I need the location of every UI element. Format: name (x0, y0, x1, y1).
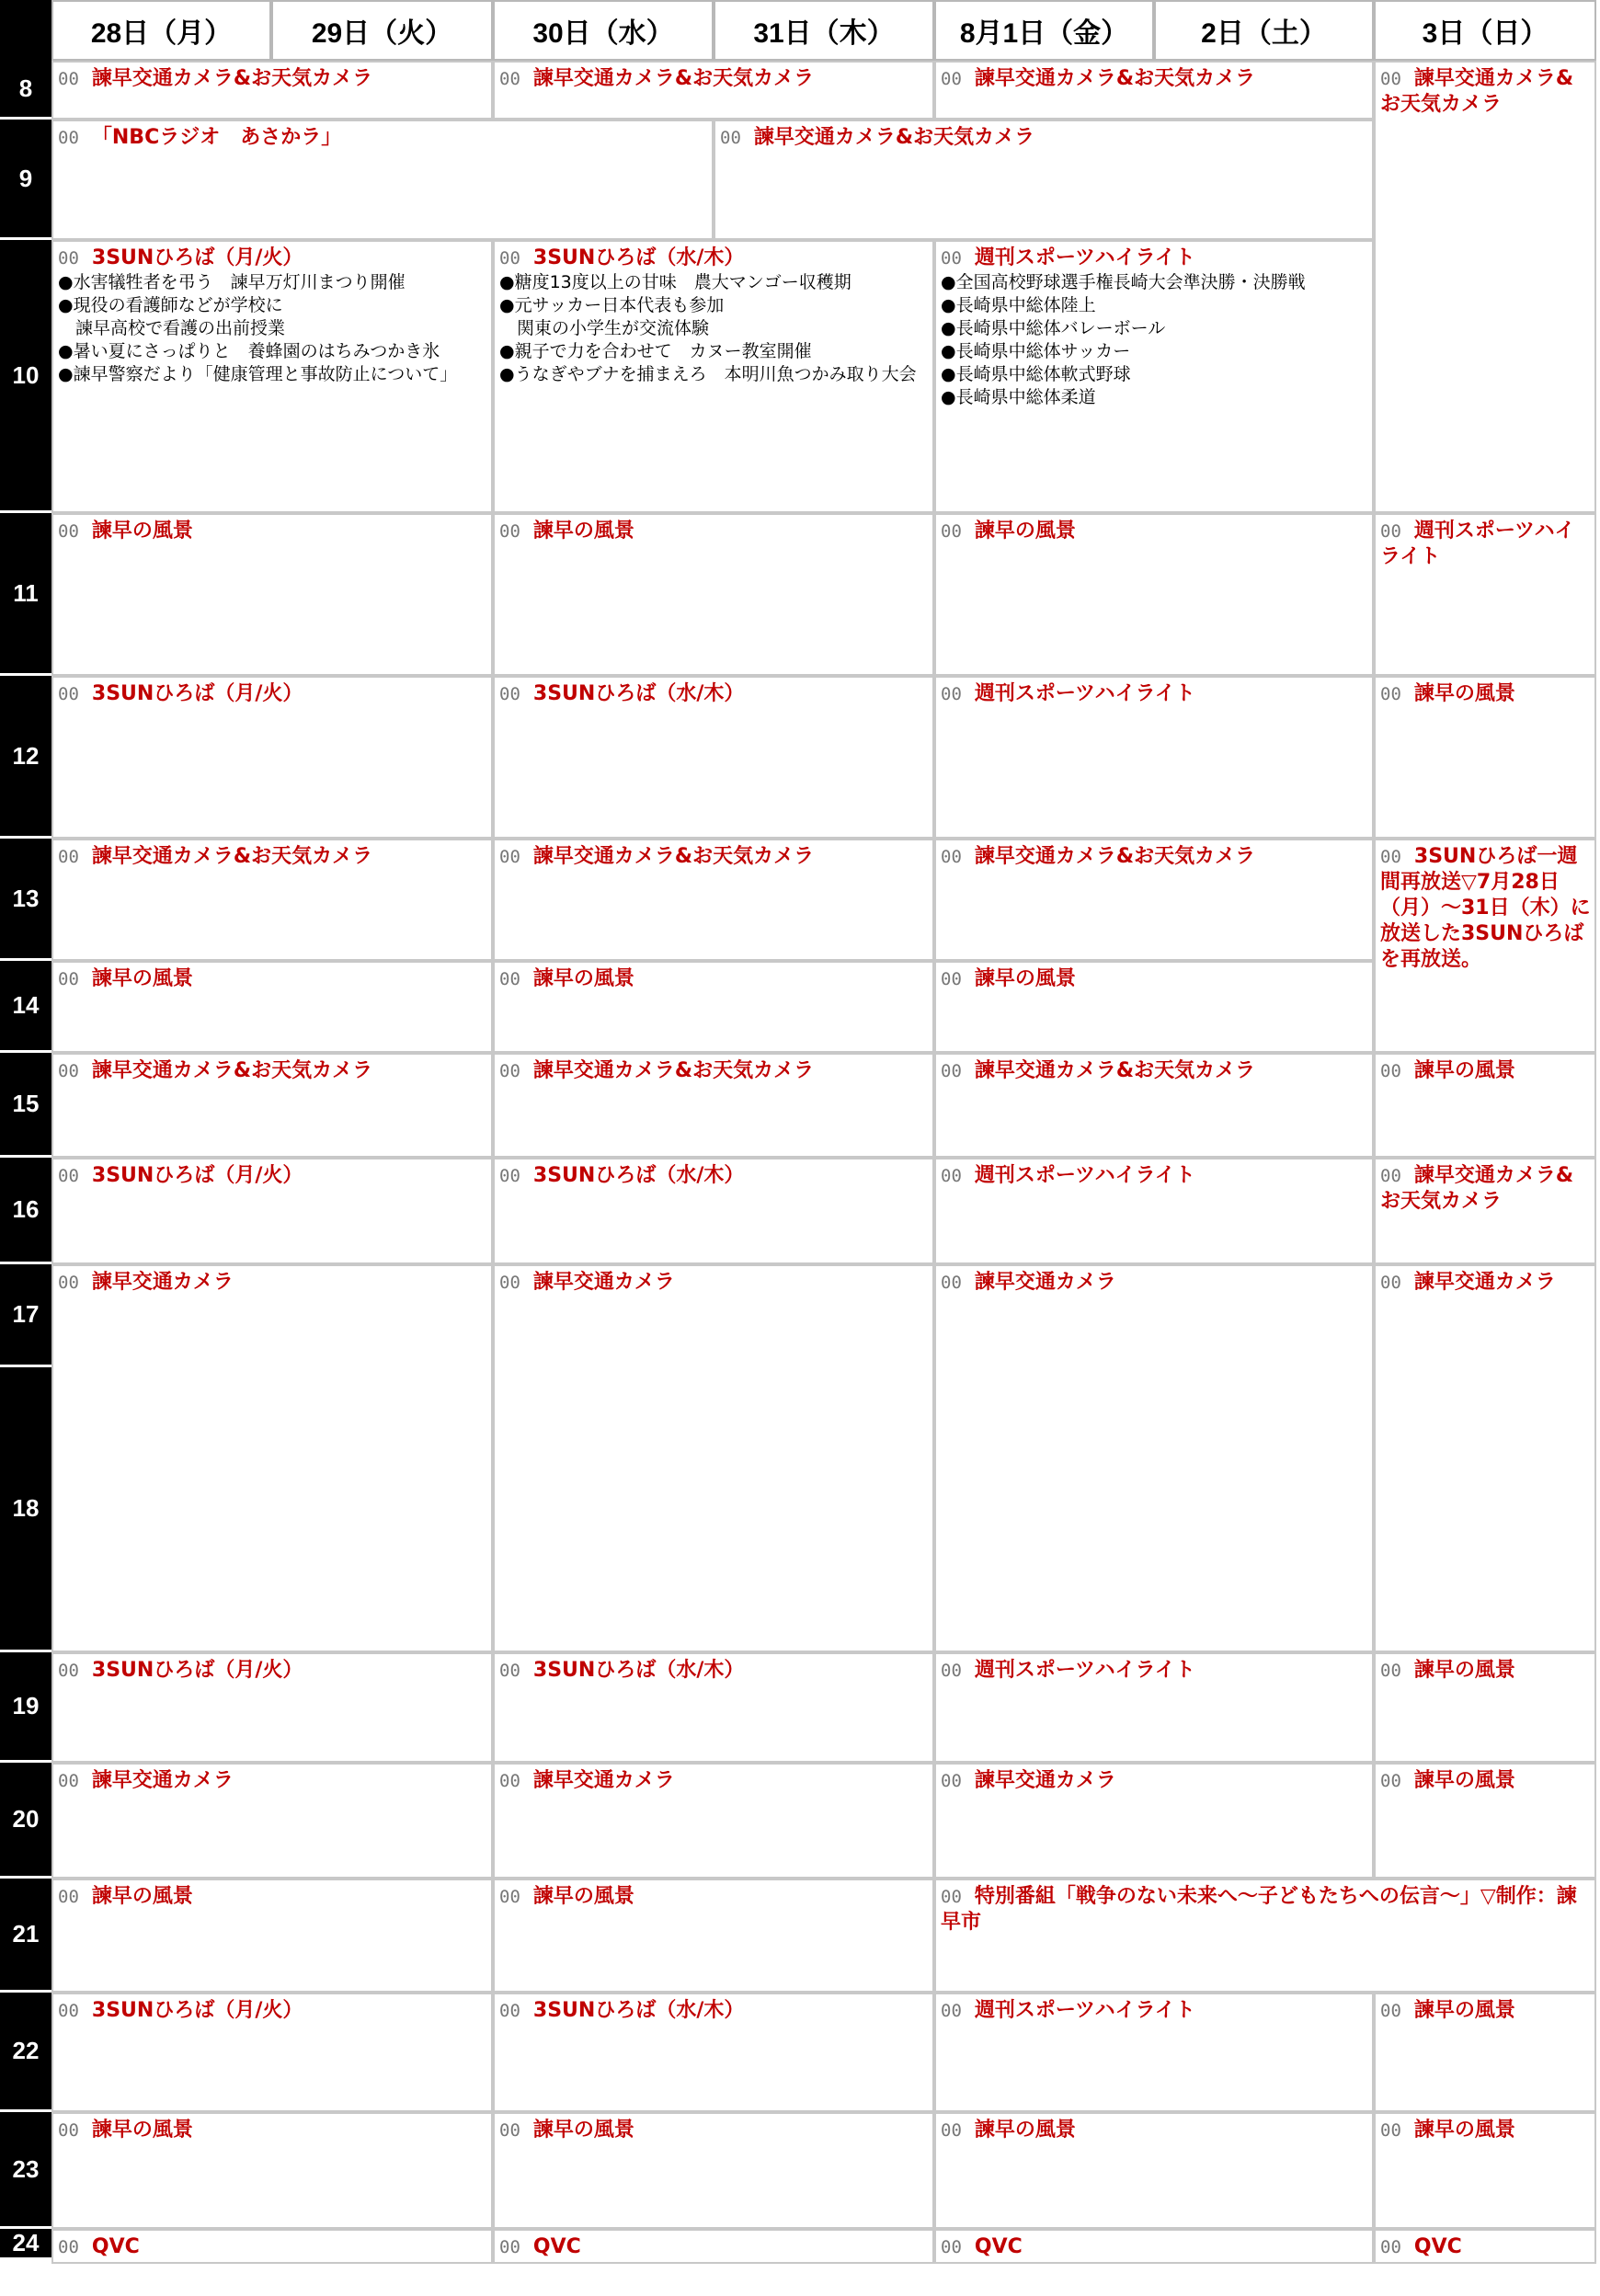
program-heading (941, 1058, 1368, 1084)
program-title: QVC (1413, 2235, 1462, 2258)
program-heading (499, 966, 929, 992)
hour-label: 19 (0, 1652, 51, 1763)
start-minute: 00 (499, 2120, 520, 2141)
start-minute: 00 (499, 847, 520, 867)
program-title: 諫早交通カメラ&お天気カメラ (91, 67, 373, 90)
start-minute: 00 (58, 969, 79, 989)
program-title: 諫早交通カメラ&お天気カメラ (91, 845, 373, 868)
program-title: 週刊スポーツハイライト (1380, 520, 1575, 568)
start-minute: 00 (941, 2120, 962, 2141)
program-topics (499, 271, 929, 386)
start-minute: 00 (499, 684, 520, 704)
program-heading (499, 246, 929, 271)
program-title: 諫早の風景 (532, 2119, 634, 2142)
program-heading (1380, 2234, 1591, 2260)
start-minute: 00 (1380, 1771, 1401, 1791)
program-cell[interactable] (934, 676, 1374, 839)
program-heading (499, 1163, 929, 1189)
program-title: 3SUNひろば（水/木） (532, 1164, 745, 1187)
program-cell[interactable] (51, 1053, 493, 1158)
program-heading (499, 1998, 929, 2024)
hour-label: 17 (0, 1264, 51, 1367)
program-heading (58, 1270, 487, 1296)
start-minute: 00 (1380, 1166, 1401, 1186)
program-cell[interactable] (1374, 1993, 1596, 2112)
hour-label: 12 (0, 676, 51, 839)
program-heading (941, 1884, 1591, 1936)
program-cell[interactable] (934, 240, 1374, 513)
program-title: QVC (91, 2235, 140, 2258)
program-heading (58, 1884, 487, 1910)
program-title: 諫早の風景 (91, 967, 193, 990)
start-minute: 00 (499, 2237, 520, 2257)
header-corner (0, 0, 51, 61)
start-minute: 00 (941, 1771, 962, 1791)
program-title: 3SUNひろば（水/木） (532, 1659, 745, 1682)
start-minute: 00 (58, 1166, 79, 1186)
program-title: 諫早の風景 (1413, 1659, 1515, 1682)
program-title: QVC (974, 2235, 1023, 2258)
program-heading (58, 2234, 487, 2260)
start-minute: 00 (499, 1273, 520, 1293)
program-title: 3SUNひろば（月/火） (91, 682, 303, 705)
program-title: 諫早の風景 (974, 967, 1076, 990)
program-heading (58, 966, 487, 992)
program-cell[interactable] (1374, 2229, 1596, 2264)
program-cell[interactable] (1374, 61, 1596, 513)
program-topics (58, 271, 487, 386)
topic-item: 関東の小学生が交流体験 (499, 318, 710, 338)
program-title: 諫早交通カメラ&お天気カメラ (532, 845, 815, 868)
program-heading (941, 2118, 1368, 2143)
program-cell[interactable] (934, 1879, 1596, 1993)
start-minute: 00 (1380, 847, 1401, 867)
program-title: 諫早交通カメラ (91, 1271, 234, 1294)
program-cell[interactable] (1374, 1652, 1596, 1763)
program-heading (1380, 2118, 1591, 2143)
program-title: 3SUNひろば（月/火） (91, 1999, 303, 2022)
program-cell[interactable] (934, 2229, 1374, 2264)
topic-item: ●水害犠牲者を弔う 諫早万灯川まつり開催 (58, 272, 406, 292)
program-title: 諫早交通カメラ (974, 1271, 1116, 1294)
start-minute: 00 (1380, 1061, 1401, 1081)
program-heading (499, 1658, 929, 1684)
program-heading (1380, 1270, 1591, 1296)
program-title: 諫早交通カメラ (91, 1769, 234, 1792)
topic-item: ●現役の看護師などが学校に (58, 295, 283, 315)
program-title: 諫早交通カメラ&お天気カメラ (974, 1059, 1256, 1082)
program-cell[interactable] (714, 120, 1374, 240)
program-cell[interactable] (1374, 676, 1596, 839)
program-cell[interactable] (493, 676, 934, 839)
program-heading (499, 681, 929, 707)
program-cell[interactable] (51, 1763, 493, 1879)
program-heading (499, 1768, 929, 1794)
start-minute: 00 (58, 248, 79, 268)
program-title: 諫早の風景 (91, 520, 193, 543)
start-minute: 00 (1380, 2001, 1401, 2021)
start-minute: 00 (499, 248, 520, 268)
program-title: 諫早交通カメラ (1413, 1271, 1556, 1294)
program-cell[interactable] (51, 961, 493, 1053)
topic-item: 諫早高校で看護の出前授業 (58, 318, 286, 338)
program-title: 諫早交通カメラ&お天気カメラ (1380, 67, 1574, 116)
hour-label: 24 (0, 2229, 51, 2260)
start-minute: 00 (58, 684, 79, 704)
program-heading (499, 1884, 929, 1910)
start-minute: 00 (941, 969, 962, 989)
start-minute: 00 (58, 1661, 79, 1681)
program-cell[interactable] (51, 1652, 493, 1763)
program-cell[interactable] (493, 240, 934, 513)
program-title: 諫早交通カメラ&お天気カメラ (753, 126, 1035, 149)
topic-item: ●暑い夏にさっぱりと 養蜂園のはちみつかき氷 (58, 341, 440, 361)
topic-item: ●長崎県中総体サッカー (941, 341, 1131, 361)
program-title: 諫早の風景 (1413, 682, 1515, 705)
day-header: 2日（土） (1154, 0, 1374, 61)
topic-item: ●長崎県中総体柔道 (941, 387, 1096, 407)
hour-label: 23 (0, 2112, 51, 2229)
program-cell[interactable] (934, 839, 1374, 961)
start-minute: 00 (941, 1166, 962, 1186)
start-minute: 00 (941, 521, 962, 542)
topic-item: ●全国高校野球選手権長崎大会準決勝・決勝戦 (941, 272, 1306, 292)
program-cell[interactable] (493, 1158, 934, 1264)
program-title: 諫早交通カメラ (974, 1769, 1116, 1792)
program-heading (499, 844, 929, 870)
hour-label: 15 (0, 1053, 51, 1158)
program-cell[interactable] (934, 1652, 1374, 1763)
hour-label: 10 (0, 240, 51, 513)
program-heading (941, 1163, 1368, 1189)
program-title: 諫早の風景 (1413, 1769, 1515, 1792)
day-header: 28日（月） (51, 0, 271, 61)
program-heading (941, 66, 1368, 92)
program-cell[interactable] (493, 1763, 934, 1879)
start-minute: 00 (1380, 521, 1401, 542)
program-heading (941, 519, 1368, 544)
start-minute: 00 (941, 69, 962, 89)
start-minute: 00 (941, 684, 962, 704)
day-header: 8月1日（金） (934, 0, 1154, 61)
hour-label: 8 (0, 61, 51, 120)
program-heading (58, 1768, 487, 1794)
start-minute: 00 (1380, 2237, 1401, 2257)
program-heading (1380, 66, 1591, 118)
program-cell[interactable] (493, 1879, 934, 1993)
program-cell[interactable] (493, 2112, 934, 2229)
start-minute: 00 (58, 2237, 79, 2257)
program-title: 3SUNひろば（月/火） (91, 1659, 303, 1682)
program-cell[interactable] (934, 1053, 1374, 1158)
program-heading (58, 1998, 487, 2024)
topic-item: ●糖度13度以上の甘味 農大マンゴー収穫期 (499, 272, 851, 292)
program-heading (58, 246, 487, 271)
start-minute: 00 (941, 248, 962, 268)
program-heading (1380, 1058, 1591, 1084)
program-title: 特別番組「戦争のない未来へ～子どもたちへの伝言～」▽制作：諫早市 (941, 1885, 1577, 1934)
program-title: 週刊スポーツハイライト (974, 246, 1195, 269)
start-minute: 00 (720, 128, 741, 148)
hour-label: 9 (0, 120, 51, 240)
program-title: 3SUNひろば（月/火） (91, 246, 303, 269)
program-title: 諫早の風景 (1413, 2119, 1515, 2142)
program-cell[interactable] (493, 1652, 934, 1763)
program-title: 諫早の風景 (532, 1885, 634, 1908)
program-cell[interactable] (493, 1993, 934, 2112)
start-minute: 00 (941, 1061, 962, 1081)
program-cell[interactable] (934, 1158, 1374, 1264)
program-title: 諫早交通カメラ&お天気カメラ (91, 1059, 373, 1082)
program-heading (58, 66, 487, 92)
program-heading (941, 844, 1368, 870)
start-minute: 00 (941, 1661, 962, 1681)
start-minute: 00 (58, 1273, 79, 1293)
program-heading (58, 519, 487, 544)
start-minute: 00 (941, 2001, 962, 2021)
start-minute: 00 (58, 2001, 79, 2021)
hour-label: 18 (0, 1367, 51, 1652)
start-minute: 00 (1380, 2120, 1401, 2141)
program-title: 諫早交通カメラ&お天気カメラ (532, 1059, 815, 1082)
start-minute: 00 (499, 1661, 520, 1681)
program-heading (941, 681, 1368, 707)
program-cell[interactable] (493, 2229, 934, 2264)
topic-item: ●長崎県中総体軟式野球 (941, 364, 1131, 384)
start-minute: 00 (58, 521, 79, 542)
start-minute: 00 (1380, 1273, 1401, 1293)
program-title: 諫早交通カメラ (532, 1769, 675, 1792)
program-title: 3SUNひろば一週間再放送▽7月28日（月）～31日（木）に放送した3SUNひろばを再放送。 (1380, 845, 1591, 971)
program-heading (1380, 519, 1591, 570)
program-heading (941, 1998, 1368, 2024)
program-heading (499, 519, 929, 544)
program-cell[interactable] (493, 61, 934, 120)
program-title: 「NBCラジオ あさかラ」 (91, 126, 342, 149)
program-cell[interactable] (1374, 839, 1596, 1053)
hour-label: 22 (0, 1993, 51, 2112)
program-heading (499, 2234, 929, 2260)
hour-label: 14 (0, 961, 51, 1053)
program-cell[interactable] (51, 240, 493, 513)
program-cell[interactable] (51, 1158, 493, 1264)
topic-item: ●諫早警察だより「健康管理と事故防止について」 (58, 364, 458, 384)
day-header: 29日（火） (271, 0, 493, 61)
topic-item: ●元サッカー日本代表も参加 (499, 295, 725, 315)
start-minute: 00 (1380, 1661, 1401, 1681)
program-cell[interactable] (493, 839, 934, 961)
program-cell[interactable] (51, 2112, 493, 2229)
program-title: 諫早交通カメラ&お天気カメラ (974, 845, 1256, 868)
program-title: 週刊スポーツハイライト (974, 1999, 1195, 2022)
program-heading (941, 966, 1368, 992)
start-minute: 00 (941, 1273, 962, 1293)
start-minute: 00 (499, 2001, 520, 2021)
program-cell[interactable] (51, 61, 493, 120)
program-topics (941, 271, 1368, 409)
program-title: 諫早の風景 (1413, 1999, 1515, 2022)
program-title: 諫早交通カメラ&お天気カメラ (532, 67, 815, 90)
start-minute: 00 (941, 1887, 962, 1907)
start-minute: 00 (499, 521, 520, 542)
start-minute: 00 (58, 2120, 79, 2141)
program-heading (1380, 1998, 1591, 2024)
program-heading (499, 66, 929, 92)
program-heading (58, 1163, 487, 1189)
program-heading (499, 1058, 929, 1084)
program-cell[interactable] (51, 1879, 493, 1993)
start-minute: 00 (499, 69, 520, 89)
program-cell[interactable] (934, 61, 1374, 120)
program-cell[interactable] (1374, 1158, 1596, 1264)
program-heading (941, 1270, 1368, 1296)
start-minute: 00 (1380, 684, 1401, 704)
program-cell[interactable] (1374, 2112, 1596, 2229)
program-heading (941, 1768, 1368, 1794)
program-title: 諫早交通カメラ&お天気カメラ (1380, 1164, 1574, 1213)
program-title: 諫早の風景 (91, 2119, 193, 2142)
program-title: 諫早の風景 (532, 967, 634, 990)
start-minute: 00 (941, 2237, 962, 2257)
program-cell[interactable] (934, 2112, 1374, 2229)
hour-label: 13 (0, 839, 51, 961)
program-cell[interactable] (934, 1763, 1374, 1879)
program-heading (58, 1058, 487, 1084)
start-minute: 00 (499, 1166, 520, 1186)
program-cell[interactable] (493, 513, 934, 676)
topic-item: ●長崎県中総体陸上 (941, 295, 1096, 315)
start-minute: 00 (58, 69, 79, 89)
program-cell[interactable] (1374, 1264, 1596, 1652)
start-minute: 00 (499, 1061, 520, 1081)
program-title: 諫早の風景 (91, 1885, 193, 1908)
program-title: 3SUNひろば（水/木） (532, 1999, 745, 2022)
program-cell[interactable] (51, 676, 493, 839)
start-minute: 00 (499, 969, 520, 989)
program-cell[interactable] (493, 1264, 934, 1652)
program-cell[interactable] (934, 513, 1374, 676)
program-cell[interactable] (51, 839, 493, 961)
program-title: 諫早交通カメラ&お天気カメラ (974, 67, 1256, 90)
topic-item: ●長崎県中総体バレーボール (941, 318, 1166, 338)
program-title: 諫早の風景 (532, 520, 634, 543)
start-minute: 00 (941, 847, 962, 867)
start-minute: 00 (58, 1887, 79, 1907)
program-cell[interactable] (51, 2229, 493, 2264)
program-heading (720, 125, 1368, 151)
program-title: 週刊スポーツハイライト (974, 1164, 1195, 1187)
program-cell[interactable] (934, 961, 1374, 1053)
program-title: 諫早の風景 (974, 2119, 1076, 2142)
start-minute: 00 (1380, 69, 1401, 89)
program-heading (499, 1270, 929, 1296)
program-heading (58, 125, 708, 151)
hour-label: 21 (0, 1879, 51, 1993)
program-heading (1380, 1163, 1591, 1215)
hour-label: 20 (0, 1763, 51, 1879)
program-heading (58, 844, 487, 870)
program-heading (941, 246, 1368, 271)
program-cell[interactable] (51, 513, 493, 676)
program-title: 諫早交通カメラ (532, 1271, 675, 1294)
topic-item: ●親子で力を合わせて カヌー教室開催 (499, 341, 812, 361)
program-heading (941, 2234, 1368, 2260)
program-cell[interactable] (1374, 1763, 1596, 1879)
program-cell[interactable] (934, 1264, 1374, 1652)
start-minute: 00 (58, 128, 79, 148)
day-header: 3日（日） (1374, 0, 1596, 61)
program-title: 3SUNひろば（水/木） (532, 682, 745, 705)
program-title: 3SUNひろば（月/火） (91, 1164, 303, 1187)
program-heading (499, 2118, 929, 2143)
hour-label: 16 (0, 1158, 51, 1264)
program-cell[interactable] (934, 1993, 1374, 2112)
start-minute: 00 (58, 1771, 79, 1791)
start-minute: 00 (499, 1771, 520, 1791)
program-heading (941, 1658, 1368, 1684)
program-cell[interactable] (493, 961, 934, 1053)
program-cell[interactable] (51, 1264, 493, 1652)
program-cell[interactable] (51, 1993, 493, 2112)
program-heading (58, 1658, 487, 1684)
program-cell[interactable] (1374, 513, 1596, 676)
day-header: 30日（水） (493, 0, 714, 61)
program-heading (1380, 844, 1591, 973)
program-title: 諫早の風景 (1413, 1059, 1515, 1082)
program-cell[interactable] (1374, 1053, 1596, 1158)
start-minute: 00 (58, 847, 79, 867)
program-title: 週刊スポーツハイライト (974, 682, 1195, 705)
program-cell[interactable] (51, 120, 714, 240)
program-title: QVC (532, 2235, 581, 2258)
topic-item: ●うなぎやブナを捕まえろ 本明川魚つかみ取り大会 (499, 364, 917, 384)
hour-label: 11 (0, 513, 51, 676)
program-cell[interactable] (493, 1053, 934, 1158)
start-minute: 00 (58, 1061, 79, 1081)
day-header: 31日（木） (714, 0, 934, 61)
program-title: 週刊スポーツハイライト (974, 1659, 1195, 1682)
start-minute: 00 (499, 1887, 520, 1907)
program-title: 諫早の風景 (974, 520, 1076, 543)
program-heading (1380, 1768, 1591, 1794)
program-heading (58, 2118, 487, 2143)
program-heading (58, 681, 487, 707)
program-title: 3SUNひろば（水/木） (532, 246, 745, 269)
program-heading (1380, 681, 1591, 707)
program-heading (1380, 1658, 1591, 1684)
